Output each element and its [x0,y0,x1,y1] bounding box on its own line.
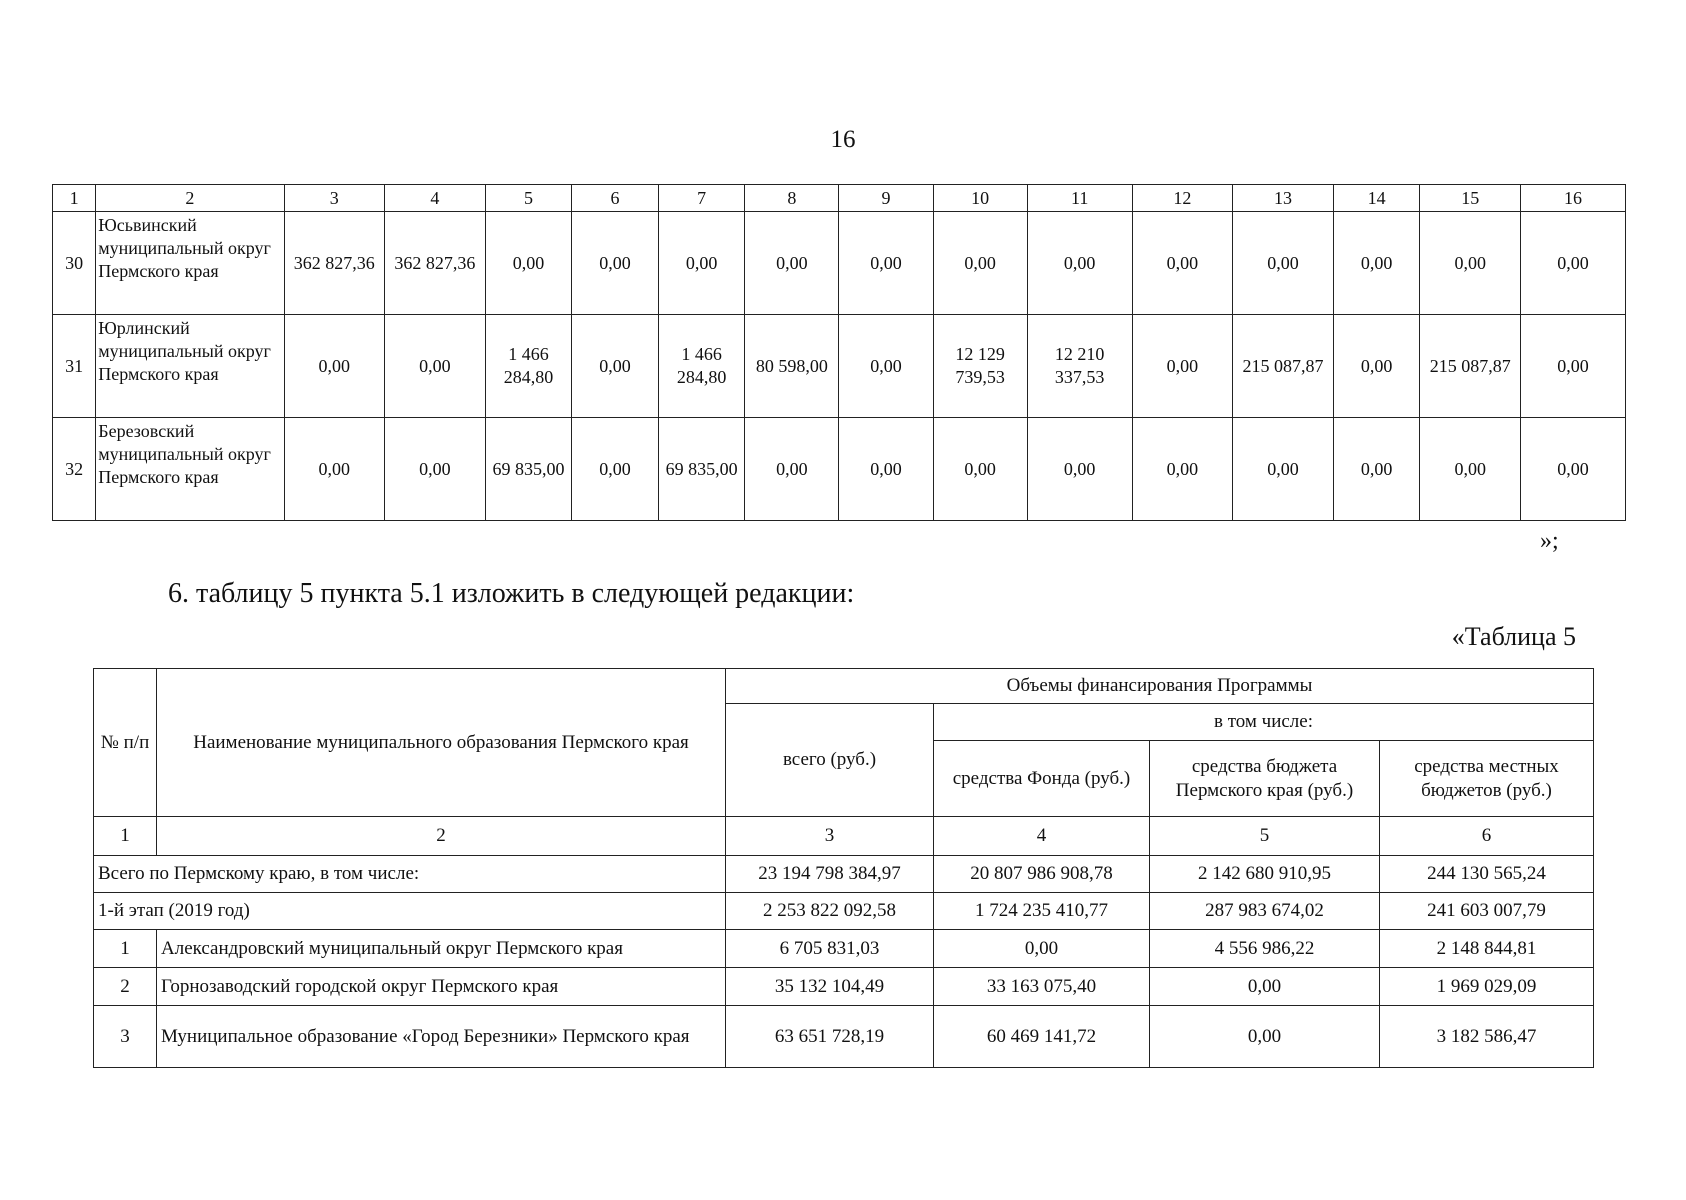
summary-label: Всего по Пермскому краю, в том числе: [94,856,726,893]
table-cell: 80 598,00 [745,315,839,418]
table-cell: 0,00 [1027,418,1132,521]
column-number: 3 [726,817,934,856]
column-number: 6 [572,185,659,212]
table-cell: 0,00 [934,930,1150,968]
row-number: 30 [53,212,96,315]
table-row [53,418,1626,521]
header-local: средства местных бюджетов (руб.) [1380,741,1594,817]
table-cell: 0,00 [1333,418,1420,521]
municipality-name: Горнозаводский городской округ Пермского края [157,968,726,1006]
table-cell: 244 130 565,24 [1380,856,1594,893]
column-number: 4 [934,817,1150,856]
table-cell: 0,00 [1233,212,1334,315]
amendment-instruction: 6. таблицу 5 пункта 5.1 изложить в следующей редакции: [168,578,855,609]
table-cell: 0,00 [1132,315,1233,418]
table-cell: 2 142 680 910,95 [1150,856,1380,893]
table-cell: 215 087,87 [1420,315,1521,418]
table-caption: «Таблица 5 [1451,622,1576,651]
municipality-name: Александровский муниципальный округ Пермского края [157,930,726,968]
table-cell: 241 603 007,79 [1380,893,1594,930]
column-number-row [94,817,1594,856]
table-cell: 0,00 [1521,212,1626,315]
table-cell: 0,00 [1132,212,1233,315]
header-total: всего (руб.) [726,704,934,817]
table-cell: 0,00 [745,418,839,521]
column-number: 10 [933,185,1027,212]
closing-quote: »; [1540,528,1559,554]
table-cell: 0,00 [1521,418,1626,521]
header-regional: средства бюджета Пермского края (руб.) [1150,741,1380,817]
table-cell: 63 651 728,19 [726,1006,934,1068]
table-cell: 0,00 [1150,968,1380,1006]
table-cell: 4 556 986,22 [1150,930,1380,968]
column-number: 5 [485,185,572,212]
table-cell: 1 466 284,80 [485,315,572,418]
row-number: 32 [53,418,96,521]
column-number: 14 [1333,185,1420,212]
table-cell: 2 148 844,81 [1380,930,1594,968]
column-number: 5 [1150,817,1380,856]
column-number-row [53,185,1626,212]
column-number: 6 [1380,817,1594,856]
header-volumes: Объемы финансирования Программы [726,669,1594,704]
column-number: 4 [385,185,486,212]
table-cell: 0,00 [1333,212,1420,315]
table-cell: 0,00 [933,212,1027,315]
column-number: 8 [745,185,839,212]
table-cell: 60 469 141,72 [934,1006,1150,1068]
column-number: 7 [658,185,745,212]
table-cell: 0,00 [572,212,659,315]
table-cell: 362 827,36 [284,212,385,315]
table-cell: 20 807 986 908,78 [934,856,1150,893]
table-cell: 0,00 [572,418,659,521]
column-number: 9 [839,185,933,212]
municipality-name: Березовский муниципальный округ Пермского края [96,418,284,521]
table-cell: 0,00 [572,315,659,418]
municipality-name: Юрлинский муниципальный округ Пермского края [96,315,284,418]
column-number: 1 [53,185,96,212]
column-number: 13 [1233,185,1334,212]
table-5-funding-volumes [93,668,1594,1068]
column-number: 12 [1132,185,1233,212]
column-number: 11 [1027,185,1132,212]
row-number: 2 [94,968,157,1006]
table-cell: 12 210 337,53 [1027,315,1132,418]
column-number: 2 [157,817,726,856]
table-cell: 6 705 831,03 [726,930,934,968]
table-cell: 0,00 [1420,418,1521,521]
table-cell: 69 835,00 [658,418,745,521]
row-number: 1 [94,930,157,968]
summary-label: 1-й этап (2019 год) [94,893,726,930]
table-cell: 69 835,00 [485,418,572,521]
municipality-name: Муниципальное образование «Город Березники» Пермского края [157,1006,726,1068]
table-cell: 1 969 029,09 [1380,968,1594,1006]
table-cell: 1 724 235 410,77 [934,893,1150,930]
table-cell: 0,00 [385,418,486,521]
table-row [94,930,1594,968]
table-cell: 0,00 [284,315,385,418]
funding-table-continuation [52,184,1626,521]
table-cell: 0,00 [839,212,933,315]
row-number: 31 [53,315,96,418]
column-number: 15 [1420,185,1521,212]
table-cell: 0,00 [485,212,572,315]
table-cell: 0,00 [745,212,839,315]
header-including: в том числе: [934,704,1594,741]
table-row [94,968,1594,1006]
page-number: 16 [830,126,856,153]
table-cell: 0,00 [284,418,385,521]
table-cell: 23 194 798 384,97 [726,856,934,893]
table-cell: 0,00 [1150,1006,1380,1068]
header-num: № п/п [94,669,157,817]
summary-row [94,856,1594,893]
table-cell: 12 129 739,53 [933,315,1027,418]
summary-row [94,893,1594,930]
column-number: 16 [1521,185,1626,212]
column-number: 3 [284,185,385,212]
table-cell: 33 163 075,40 [934,968,1150,1006]
column-number: 1 [94,817,157,856]
table-cell: 0,00 [1521,315,1626,418]
table-row [94,1006,1594,1068]
table-cell: 0,00 [1420,212,1521,315]
table-cell: 0,00 [839,315,933,418]
table-cell: 0,00 [933,418,1027,521]
table-cell: 1 466 284,80 [658,315,745,418]
table-cell: 0,00 [658,212,745,315]
table-cell: 0,00 [1132,418,1233,521]
table-cell: 287 983 674,02 [1150,893,1380,930]
municipality-name: Юсьвинский муниципальный округ Пермского края [96,212,284,315]
header-row [94,669,1594,704]
table-cell: 35 132 104,49 [726,968,934,1006]
header-name: Наименование муниципального образования Пермского края [157,669,726,817]
table-cell: 0,00 [385,315,486,418]
row-number: 3 [94,1006,157,1068]
table-cell: 215 087,87 [1233,315,1334,418]
header-fund: средства Фонда (руб.) [934,741,1150,817]
table-cell: 3 182 586,47 [1380,1006,1594,1068]
table-cell: 0,00 [1333,315,1420,418]
table-row [53,315,1626,418]
table-cell: 0,00 [1233,418,1334,521]
table-cell: 0,00 [839,418,933,521]
table-row [53,212,1626,315]
table-cell: 0,00 [1027,212,1132,315]
column-number: 2 [96,185,284,212]
table-cell: 362 827,36 [385,212,486,315]
table-cell: 2 253 822 092,58 [726,893,934,930]
